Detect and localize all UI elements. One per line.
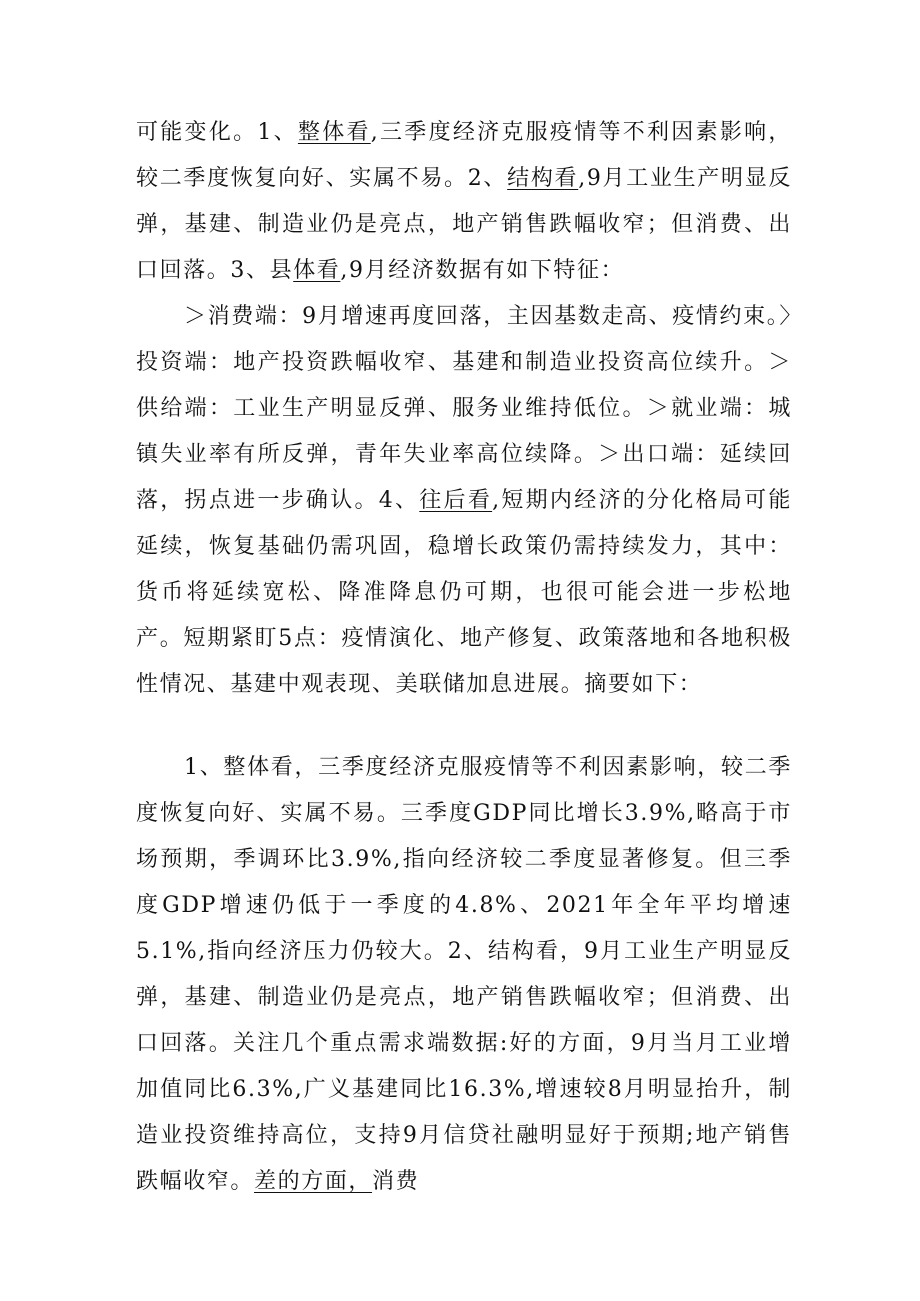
text-segment: ＞消费端：9月增速再度回落，主因基数走高、疫情约束。〉投资端：地产投资跌幅收窄、基建和制造业投资高位续升。＞供给端：工业生产明显反弹、服务业维持低位。＞就业端：城镇失业率有所反弹，青年失业率高位续降。＞出口端：延续回落，拐点进一步确认。4、 xyxy=(136,304,792,513)
text-segment: ,短期内经济的分化格局可能延续，恢复基础仍需巩固，稳增长政策仍需持续发力，其中：货币将延续宽松、降准降息仍可期，也很可能会进一步松地产。短期紧盯5点：疫情演化、地产修复、政策落地和各地积极性情况、基建中观表现、美联储加息进展。摘要如下： xyxy=(136,488,792,697)
underlined-heading-overall: 整体看 xyxy=(297,120,371,145)
underlined-heading-structure: 结构看 xyxy=(507,166,579,191)
text-segment: ,三季度经济克服疫情等不利因素影响，较二季度恢复向好、实属不易。2、 xyxy=(136,120,792,191)
text-segment: ,9月工业生产明显反弹，基建、制造业仍是亮点，地产销售跌幅收窄；但消费、出口回落。3、县 xyxy=(136,166,792,283)
paragraph-features xyxy=(136,294,792,708)
paragraph-intro xyxy=(136,110,792,294)
underlined-heading-negative: 差的方面， xyxy=(254,1169,373,1194)
text-segment: 1、整体看，三季度经济克服疫情等不利因素影响，较二季度恢复向好、实属不易。三季度GDP同比增长3.9%,略高于市场预期，季调环比3.9%,指向经济较二季度显著修复。但三季度GDP增速仍低于一季度的4.8%、2021年全年平均增速5.1%,指向经济压力仍较大。2、结构看，9月工业生产明显反弹，基建、制造业仍是亮点，地产销售跌幅收窄；但消费、出口回落。关注几个重点需求端数据:好的方面，9月当月工业增加值同比6.3%,广义基建同比16.3%,增速较8月明显抬升，制造业投资维持高位，支持9月信贷社融明显好于预期;地产销售跌幅收窄。 xyxy=(136,755,792,1194)
paragraph-summary xyxy=(136,745,792,1205)
underlined-heading-outlook: 往后看 xyxy=(419,488,493,513)
text-segment: 可能变化。1、 xyxy=(136,120,298,145)
text-segment: ,9月经济数据有如下特征： xyxy=(340,258,625,283)
underlined-heading-specific: 体看 xyxy=(293,258,341,283)
text-segment: 消费 xyxy=(372,1169,420,1194)
